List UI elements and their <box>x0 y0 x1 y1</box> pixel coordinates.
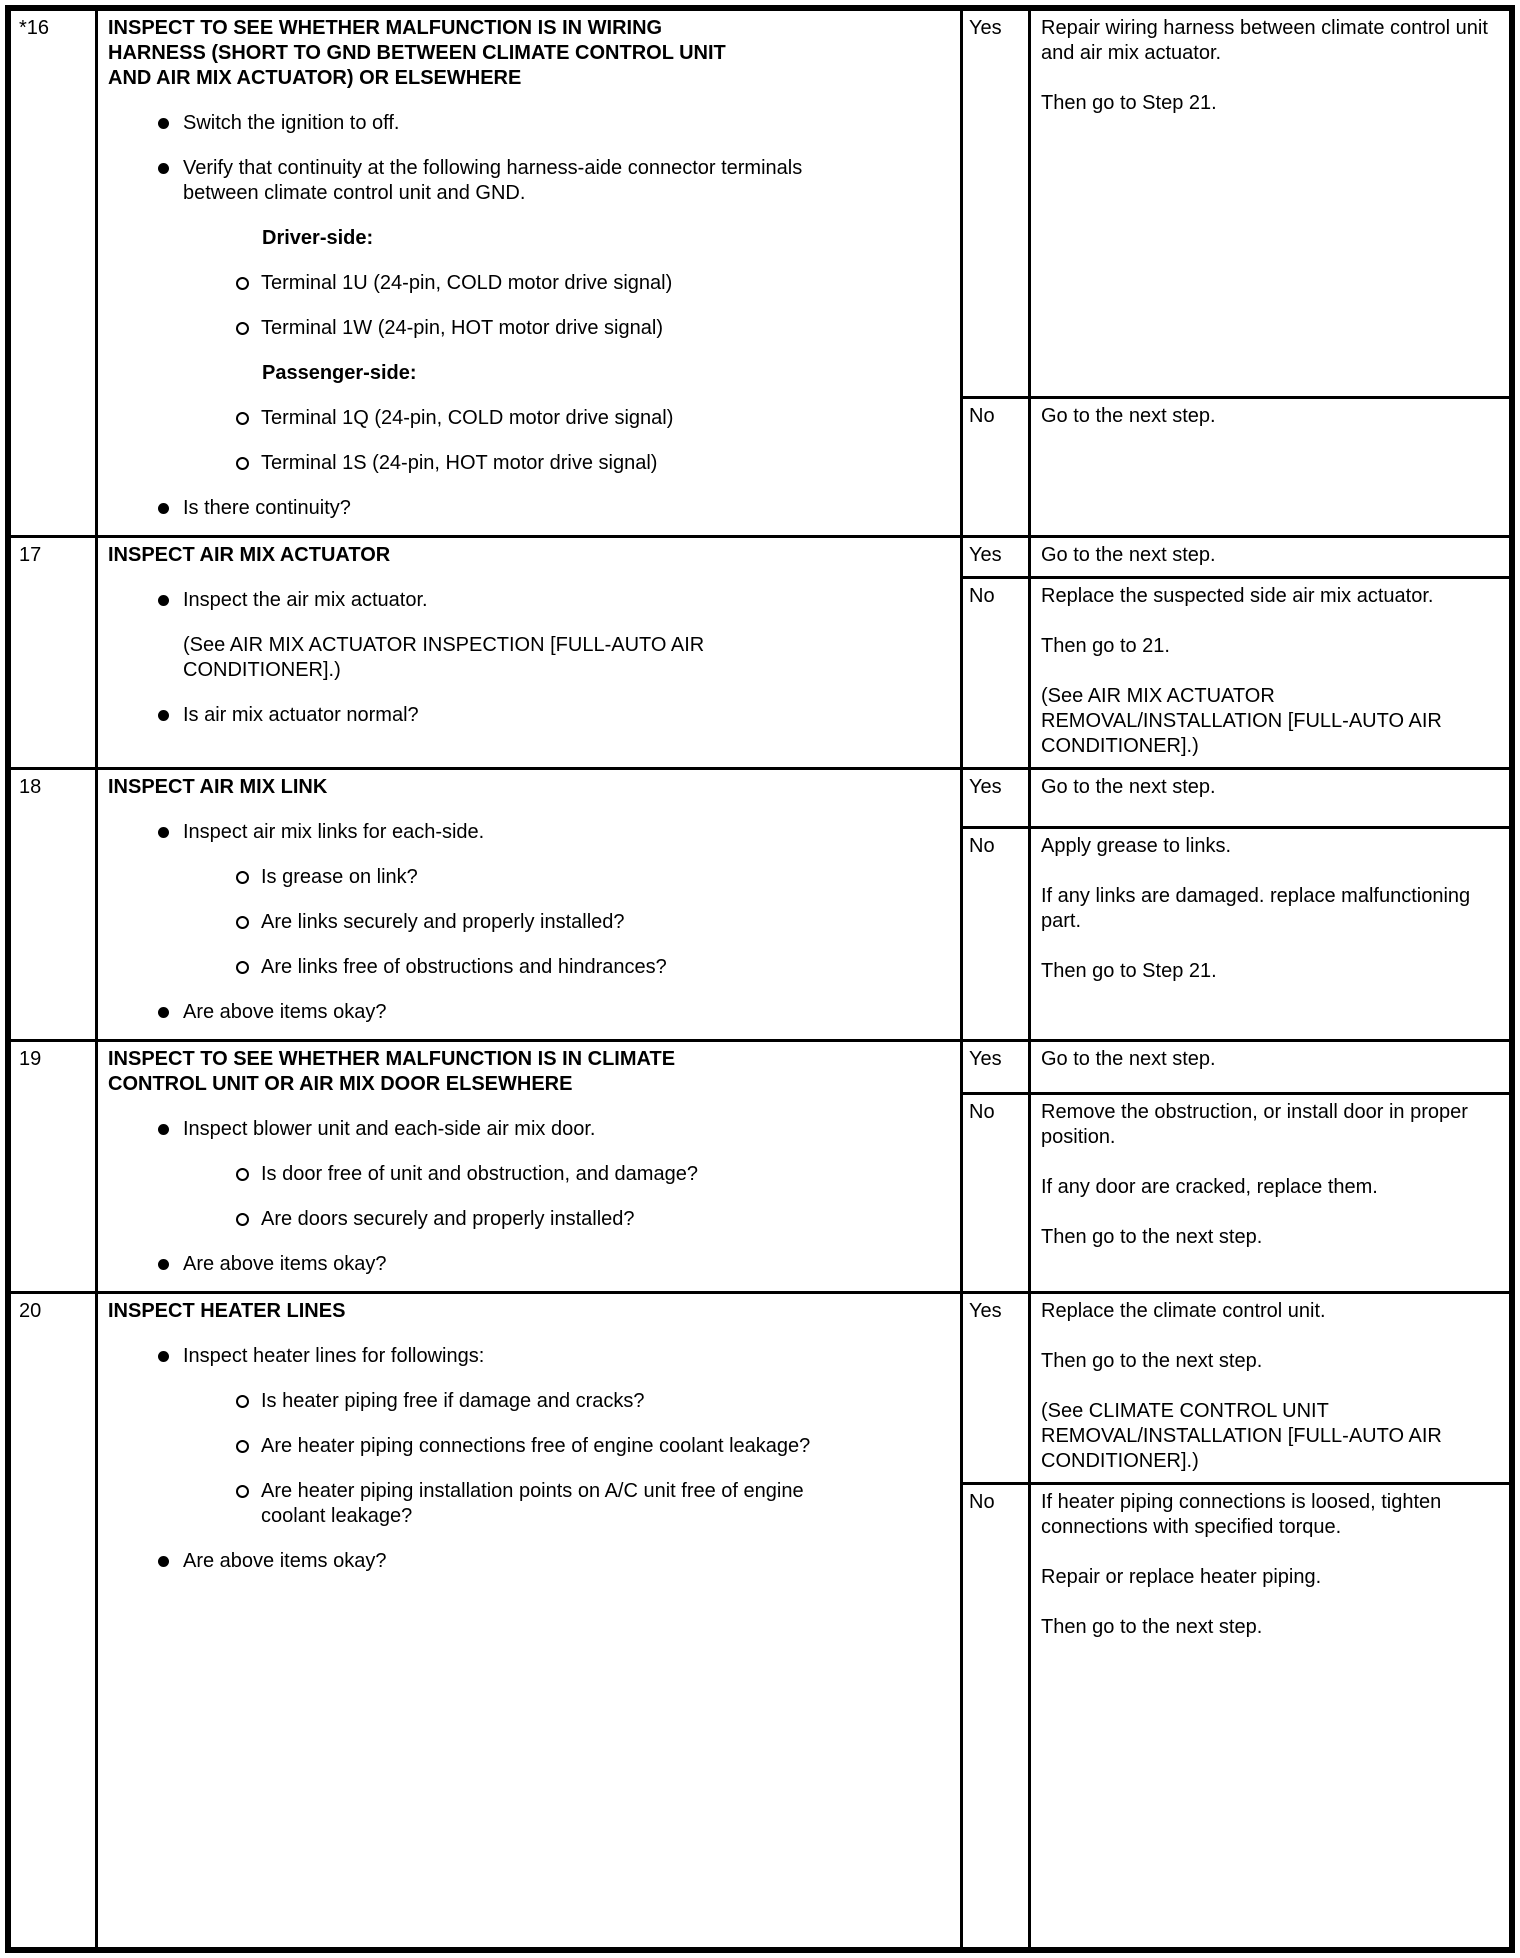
action-cell <box>98 538 963 767</box>
yes-label: Yes <box>963 1042 1031 1092</box>
troubleshooting-table <box>5 5 1515 1953</box>
bullet-icon <box>158 710 169 721</box>
procedure-title: INSPECT AIR MIX ACTUATOR <box>108 544 391 566</box>
remedy-paragraph: (See AIR MIX ACTUATOR REMOVAL/INSTALLATION [FULL-AUTO AIR CONDITIONER].) <box>1041 685 1442 757</box>
yes-label: Yes <box>963 538 1031 576</box>
circle-item: Is door free of unit and obstruction, and damage? <box>236 1162 920 1187</box>
no-label: No <box>963 399 1031 535</box>
decision-column <box>963 1042 1509 1291</box>
bullet-item: Are above items okay? <box>158 1000 920 1025</box>
circle-icon <box>236 916 249 929</box>
decision-column <box>963 538 1509 767</box>
remedy-paragraph: (See CLIMATE CONTROL UNIT REMOVAL/INSTALLATION [FULL-AUTO AIR CONDITIONER].) <box>1041 1400 1442 1472</box>
bullet-icon <box>158 827 169 838</box>
bullet-icon <box>158 163 169 174</box>
bullet-icon <box>158 1351 169 1362</box>
circle-item: Terminal 1S (24-pin, HOT motor drive signal) <box>236 451 920 476</box>
circle-item: Are doors securely and properly installed? <box>236 1207 920 1232</box>
yes-remedy <box>1031 1294 1509 1482</box>
circle-item: Terminal 1Q (24-pin, COLD motor drive signal) <box>236 406 920 431</box>
procedure-title: INSPECT TO SEE WHETHER MALFUNCTION IS IN WIRING HARNESS (SHORT TO GND BETWEEN CLIMATE CONTROL UNIT AND AIR MIX ACTUATOR) OR ELSEWHERE <box>108 17 726 89</box>
action-cell <box>98 770 963 1039</box>
remedy-paragraph: Remove the obstruction, or install door in proper position. <box>1041 1101 1468 1148</box>
yes-remedy <box>1031 770 1509 826</box>
circle-item: Is heater piping free if damage and cracks? <box>236 1389 920 1414</box>
yes-label: Yes <box>963 770 1031 826</box>
bullet-item: Inspect air mix links for each-side. <box>158 820 920 845</box>
remedy-paragraph: Replace the climate control unit. <box>1041 1300 1326 1322</box>
remedy-paragraph: Repair wiring harness between climate control unit and air mix actuator. <box>1041 17 1488 64</box>
no-branch <box>963 1095 1509 1291</box>
bullet-item: Is air mix actuator normal? <box>158 703 920 728</box>
bullet-icon <box>158 595 169 606</box>
action-cell <box>98 11 963 535</box>
circle-item: Are links securely and properly installed? <box>236 910 920 935</box>
circle-icon <box>236 871 249 884</box>
circle-item: Terminal 1W (24-pin, HOT motor drive signal) <box>236 316 920 341</box>
table-row <box>11 11 1509 538</box>
bullet-icon <box>158 1007 169 1018</box>
yes-remedy <box>1031 1042 1509 1092</box>
procedure-title: INSPECT TO SEE WHETHER MALFUNCTION IS IN CLIMATE CONTROL UNIT OR AIR MIX DOOR ELSEWHERE <box>108 1048 676 1095</box>
remedy-paragraph: Replace the suspected side air mix actuator. <box>1041 585 1434 607</box>
no-label: No <box>963 1485 1031 1947</box>
remedy-paragraph: Go to the next step. <box>1041 544 1216 566</box>
yes-branch <box>963 1042 1509 1095</box>
no-branch <box>963 1485 1509 1947</box>
decision-column <box>963 1294 1509 1947</box>
remedy-paragraph: Go to the next step. <box>1041 776 1216 798</box>
bullet-item: Are above items okay? <box>158 1252 920 1277</box>
yes-label: Yes <box>963 11 1031 396</box>
circle-item: Are links free of obstructions and hindrances? <box>236 955 920 980</box>
no-remedy <box>1031 1485 1509 1947</box>
bullet-item: Inspect heater lines for followings: <box>158 1344 920 1369</box>
sub-heading: Driver-side: <box>262 227 374 249</box>
no-branch <box>963 829 1509 1039</box>
circle-icon <box>236 322 249 335</box>
bullet-item: Are above items okay? <box>158 1549 920 1574</box>
remedy-paragraph: If heater piping connections is loosed, tighten connections with specified torque. <box>1041 1491 1442 1538</box>
yes-branch <box>963 11 1509 399</box>
action-cell <box>98 1042 963 1291</box>
bullet-item: Inspect blower unit and each-side air mix door. <box>158 1117 920 1142</box>
remedy-paragraph: Then go to 21. <box>1041 635 1170 657</box>
no-label: No <box>963 1095 1031 1291</box>
procedure-title: INSPECT AIR MIX LINK <box>108 776 328 798</box>
remedy-paragraph: Then go to Step 21. <box>1041 960 1217 982</box>
bullet-item: Inspect the air mix actuator. <box>158 588 920 613</box>
yes-branch <box>963 770 1509 829</box>
remedy-paragraph: Then go to the next step. <box>1041 1616 1263 1638</box>
no-label: No <box>963 579 1031 767</box>
table-row <box>11 538 1509 770</box>
no-label: No <box>963 829 1031 1039</box>
step-cell: 18 <box>11 770 98 1039</box>
circle-item: Terminal 1U (24-pin, COLD motor drive signal) <box>236 271 920 296</box>
bullet-item: Verify that continuity at the following harness-aide connector terminals between climate control unit and GND. <box>158 156 920 206</box>
circle-icon <box>236 412 249 425</box>
table-row <box>11 1294 1509 1947</box>
sub-heading: Passenger-side: <box>262 362 417 384</box>
remedy-paragraph: Go to the next step. <box>1041 405 1216 427</box>
see-note: (See AIR MIX ACTUATOR INSPECTION [FULL-AUTO AIR CONDITIONER].) <box>183 634 705 681</box>
no-remedy <box>1031 1095 1509 1291</box>
bullet-item: Switch the ignition to off. <box>158 111 920 136</box>
remedy-paragraph: Then go to the next step. <box>1041 1226 1263 1248</box>
circle-item: Is grease on link? <box>236 865 920 890</box>
action-cell <box>98 1294 963 1947</box>
remedy-paragraph: Go to the next step. <box>1041 1048 1216 1070</box>
remedy-paragraph: Apply grease to links. <box>1041 835 1232 857</box>
circle-item: Are heater piping installation points on A/C unit free of engine coolant leakage? <box>236 1479 920 1529</box>
circle-icon <box>236 1440 249 1453</box>
no-remedy <box>1031 829 1509 1039</box>
yes-label: Yes <box>963 1294 1031 1482</box>
remedy-paragraph: If any door are cracked, replace them. <box>1041 1176 1378 1198</box>
no-branch <box>963 399 1509 535</box>
bullet-icon <box>158 1124 169 1135</box>
circle-item: Are heater piping connections free of engine coolant leakage? <box>236 1434 920 1459</box>
decision-column <box>963 11 1509 535</box>
bullet-item: Is there continuity? <box>158 496 920 521</box>
bullet-icon <box>158 118 169 129</box>
remedy-paragraph: Then go to Step 21. <box>1041 92 1217 114</box>
decision-column <box>963 770 1509 1039</box>
no-remedy <box>1031 399 1509 535</box>
circle-icon <box>236 457 249 470</box>
bullet-icon <box>158 1556 169 1567</box>
yes-branch <box>963 1294 1509 1485</box>
step-cell: 20 <box>11 1294 98 1947</box>
yes-branch <box>963 538 1509 579</box>
step-cell: 17 <box>11 538 98 767</box>
step-cell: 19 <box>11 1042 98 1291</box>
remedy-paragraph: Repair or replace heater piping. <box>1041 1566 1322 1588</box>
no-remedy <box>1031 579 1509 767</box>
bullet-icon <box>158 503 169 514</box>
circle-icon <box>236 1213 249 1226</box>
circle-icon <box>236 1395 249 1408</box>
remedy-paragraph: If any links are damaged. replace malfunctioning part. <box>1041 885 1471 932</box>
circle-icon <box>236 1485 249 1498</box>
circle-icon <box>236 961 249 974</box>
remedy-paragraph: Then go to the next step. <box>1041 1350 1263 1372</box>
circle-icon <box>236 1168 249 1181</box>
table-row <box>11 1042 1509 1294</box>
procedure-title: INSPECT HEATER LINES <box>108 1300 346 1322</box>
bullet-icon <box>158 1259 169 1270</box>
step-cell: *16 <box>11 11 98 535</box>
yes-remedy <box>1031 11 1509 396</box>
no-branch <box>963 579 1509 767</box>
table-row <box>11 770 1509 1042</box>
circle-icon <box>236 277 249 290</box>
yes-remedy <box>1031 538 1509 576</box>
